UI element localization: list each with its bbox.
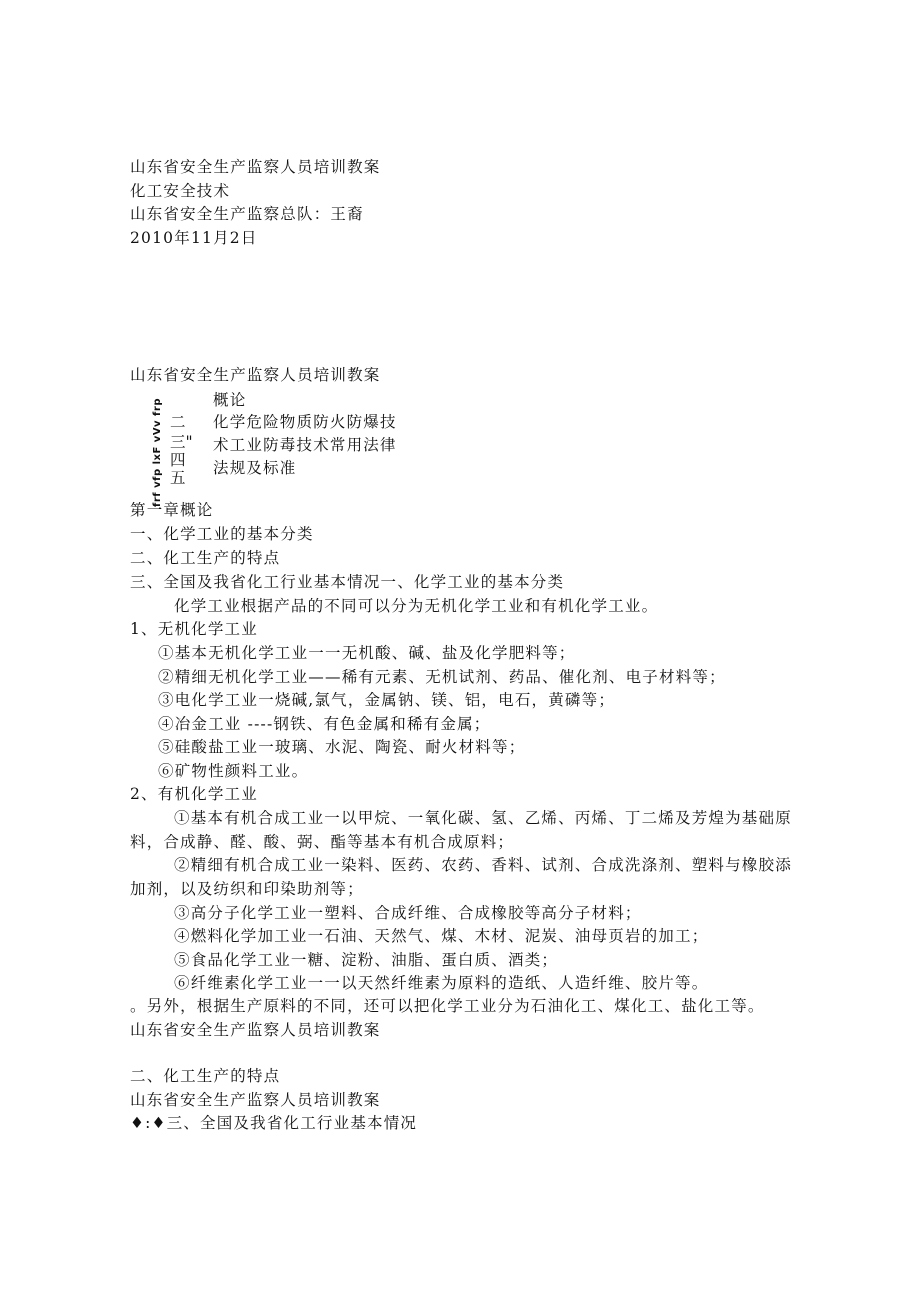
toc-item-3: 术工业防毒技术常用法律	[213, 436, 397, 454]
section-heading-2-repeat: 二、化工生产的特点	[130, 1067, 281, 1085]
organic-item: ⑥纤维素化学工业一一以天然纤维素为原料的造纸、人造纤维、胶片等。	[174, 974, 709, 992]
inorganic-heading: 1、无机化学工业	[130, 620, 258, 638]
section-heading-3-repeat: ♦:♦三、全国及我省化工行业基本情况	[130, 1114, 418, 1132]
doc-header-line: 山东省安全生产监察人员培训教案	[130, 158, 381, 176]
organic-item: ④燃料化学加工业一石油、天然气、煤、木材、泥炭、油母页岩的加工；	[174, 927, 709, 945]
toc-header: 山东省安全生产监察人员培训教案	[130, 366, 381, 384]
toc-number-3: 三"	[170, 433, 193, 451]
organic-item-continued: 加剂，以及纺织和印染助剂等；	[130, 880, 364, 898]
page-footer-header: 山东省安全生产监察人员培训教案	[130, 1091, 381, 1109]
inorganic-item: ①基本无机化学工业一一无机酸、碱、盐及化学肥料等；	[158, 644, 576, 662]
section-heading-1: 一、化学工业的基本分类	[130, 525, 314, 543]
page-footer-header: 山东省安全生产监察人员培训教案	[130, 1021, 381, 1039]
organic-item-continued: 料，合成静、醛、酸、弼、酯等基本有机合成原料；	[130, 833, 515, 851]
inorganic-item: ⑤硅酸盐工业一玻璃、水泥、陶瓷、耐火材料等；	[158, 738, 526, 756]
toc-item-2: 化学危险物质防火防爆技	[213, 413, 397, 431]
organic-item: ③高分子化学工业一塑料、合成纤维、合成橡胶等高分子材料；	[174, 904, 642, 922]
toc-item-1: 概论	[213, 391, 247, 409]
intro-paragraph: 化学工业根据产品的不同可以分为无机化学工业和有机化学工业。	[174, 597, 659, 615]
inorganic-item: ④冶金工业 ----钢铁、有色金属和稀有金属；	[158, 715, 491, 733]
organic-heading: 2、有机化学工业	[130, 785, 258, 803]
section-heading-2: 二、化工生产的特点	[130, 549, 281, 567]
toc-number-4: 四	[170, 451, 186, 469]
inorganic-item: ③电化学工业一烧碱,氯气，金属钠、镁、铝，电石，黄磷等；	[158, 691, 616, 709]
toc-number-2: 二	[170, 413, 186, 431]
organic-item: ①基本有机合成工业一以甲烷、一氧化碳、氢、乙烯、丙烯、丁二烯及芳煌为基础原	[174, 809, 792, 827]
toc-item-4: 法规及标准	[213, 459, 297, 477]
toc-vertical-artifact-text: frf vfp lxF vVv frp	[152, 398, 163, 508]
other-classification: 。另外，根据生产原料的不同，还可以把化学工业分为石油化工、煤化工、盐化工等。	[130, 997, 765, 1015]
section-heading-3: 三、全国及我省化工行业基本情况一、化学工业的基本分类	[130, 573, 565, 591]
inorganic-item: ②精细无机化学工业——稀有元素、无机试剂、药品、催化剂、电子材料等；	[158, 668, 726, 686]
doc-subject: 化工安全技术	[130, 182, 231, 200]
doc-author: 山东省安全生产监察总队：王裔	[130, 205, 364, 223]
organic-item: ⑤食品化学工业一糖、淀粉、油脂、蛋白质、酒类；	[174, 951, 559, 969]
organic-item: ②精细有机合成工业一染料、医药、农药、香料、试剂、合成洗涤剂、塑料与橡胶添	[174, 856, 792, 874]
doc-date: 2010年11月2日	[130, 229, 258, 247]
chapter-title: 第一章概论	[130, 501, 214, 519]
toc-number-5: 五	[170, 469, 186, 487]
inorganic-item: ⑥矿物性颜料工业。	[158, 762, 309, 780]
